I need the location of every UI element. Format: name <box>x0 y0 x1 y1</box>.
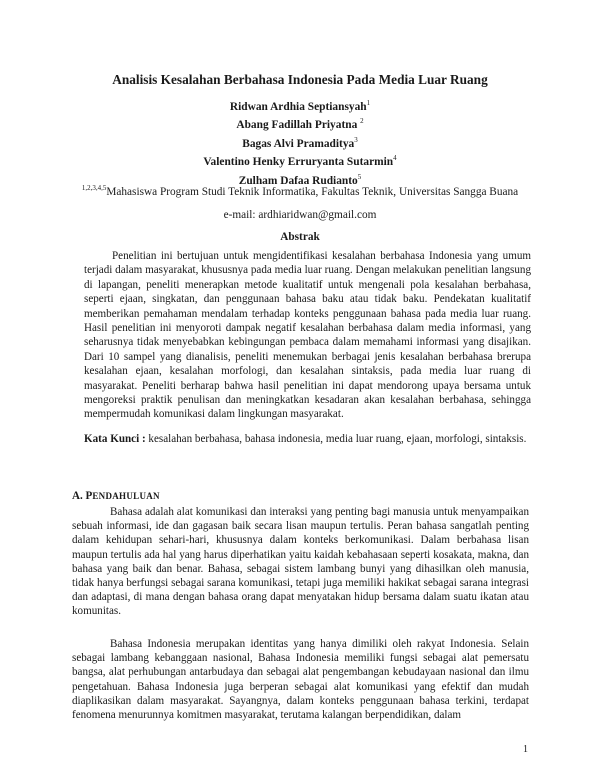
keywords-label: Kata Kunci : <box>84 433 146 445</box>
keywords-text: kesalahan berbahasa, bahasa indonesia, media luar ruang, ejaan, morfologi, sintaksis. <box>145 433 527 445</box>
author-list <box>0 96 600 188</box>
affiliation-superscript: 1,2,3,4,5 <box>81 184 107 192</box>
author-name: Abang Fadillah Priyatna $^2$ <box>236 117 364 132</box>
abstract-text: Penelitian ini bertujuan untuk mengidentifikasi kesalahan berbahasa Indonesia yang umum terjadi dalam masyarakat, khususnya pada media luar ruang. Dengan melakukan penelitian langsung di lapangan, peneliti menerapkan metode kualitatif untuk mengenali pola kesalahan berbahasa, seperti ejaan, singkatan, dan penggunaan bahasa baku atau tidak baku. Pendekatan kualitatif memberikan pemahaman mendalam terhadap konteks penggunaan bahasa pada media luar ruang. Hasil penelitian ini menyoroti dampak negatif kesalahan berbahasa dalam media informasi, yang seharusnya tidak menyebabkan kebingungan pembaca dalam memahami informasi yang disajikan. Dari 10 sampel yang dianalisis, peneliti menemukan berbagai jenis kesalahan berbahasa brerupa kesalahan ejaan, kesalahan morfologi, dan kesalahan sintaksis, pada media luar ruang di masyarakat. Peneliti berharap bahwa hasil penelitian ini dapat mendorong upaya bersama untuk mengoreksi praktik penulisan dan meningkatkan kesadaran akan kesalahan berbahasa, sehingga mempermudah komunikasi dalam lingkungan masyarakat. <box>84 250 531 421</box>
author-name: Zulham Dafaa Rudianto$^5$ <box>238 172 362 187</box>
paper-title: Analisis Kesalahan Berbahasa Indonesia Pada Media Luar Ruang <box>112 72 488 87</box>
author-name: Ridwan Ardhia Septiansyah$^1$ <box>229 99 371 113</box>
page-number: 1 <box>523 744 528 755</box>
author-name: Valentino Henky Erruryanta Sutarmin$^4$ <box>203 154 397 168</box>
author-name: Bagas Alvi Pramaditya$^3$ <box>242 135 358 150</box>
affiliation <box>0 181 600 199</box>
abstract-heading: Abstrak <box>280 231 320 243</box>
body-paragraph: Bahasa adalah alat komunikasi dan interaksi yang penting bagi manusia untuk menyampaikan sebuah informasi, ide dan gagasan baik secara lisan maupun tertulis. Peran bahasa sangatlah penting dalam kehidupan sehari-hari, khususnya dalam konteks berkomunikasi. Dalam berbahasa lisan maupun tertulis ada hal yang harus diperhatikan yaitu kaidah kebahasaan seperti kosakata, makna, dan bahasa yang baik dan benar. Bahasa, sebagai sistem lambang bunyi yang dihasilkan oleh manusia, tidak hanya berfungsi sebagai sarana komunikasi, tetapi juga memiliki hakikat sebagai sarana integrasi dan adaptasi, di mana dengan bahasa orang dapat menyatakan hidup bersama dalam suatu ikatan atau komunitas. <box>72 506 529 618</box>
body-paragraph: Bahasa Indonesia merupakan identitas yang hanya dimiliki oleh rakyat Indonesia. Selain sebagai lambang kebanggaan nasional, Bahasa Indonesia memiliki fungsi sebagai alat pemersatu bangsa, alat perhubungan antarbudaya dan sebagai alat pengembangan kebudayaan nasional dan ilmu pengetahuan. Bahasa Indonesia juga berperan sebagai alat komunikasi yang efektif dan mudah diaplikasikan dalam masyarakat. Sayangnya, dalam konteks penggunaan bahasa terkini, terdapat fenomena menurunnya komitmen masyarakat, terutama kalangan berpendidikan, dalam <box>72 638 529 722</box>
affiliation-text: Mahasiswa Program Studi Teknik Informatika, Fakultas Teknik, Universitas Sangga Buana <box>106 185 519 198</box>
author-email: e-mail: ardhiaridwan@gmail.com <box>223 209 377 221</box>
section-heading: A. PENDAHULUAN <box>72 490 160 502</box>
keywords <box>84 432 531 446</box>
